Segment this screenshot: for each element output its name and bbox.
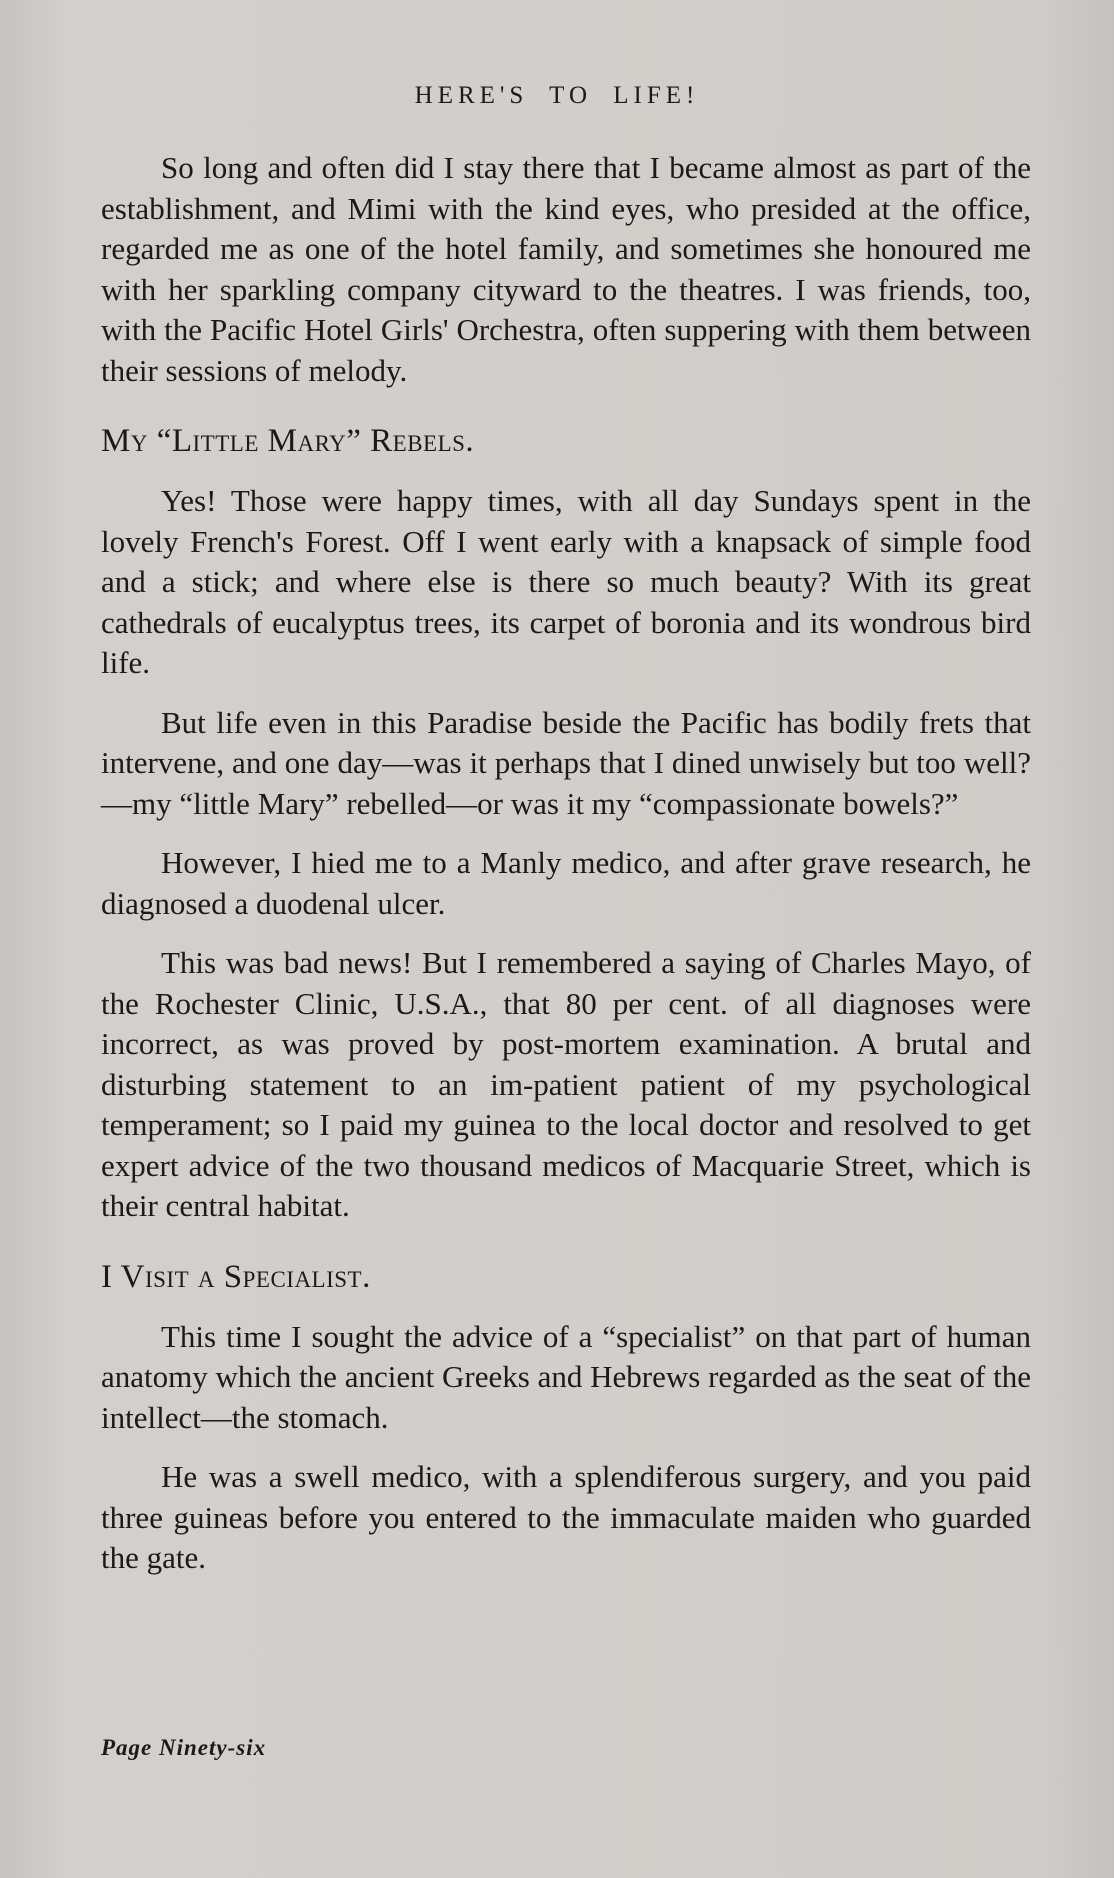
paragraph-6: This time I sought the advice of a “specialist” on that part of human anatomy which the ancient Greeks and Hebrews regarded as the seat of the intellect—the stomach. — [101, 1318, 1031, 1435]
paragraph-4: However, I hied me to a Manly medico, and after grave research, he diagnosed a duodenal ulcer. — [101, 845, 1031, 921]
paragraph-3: But life even in this Paradise beside the Pacific has bodily frets that intervene, and one day—was it perhaps that I dined unwisely but too well?—my “little Mary” rebelled—or was it my “compassionate bowels?” — [101, 704, 1031, 821]
running-title: HERE'S TO LIFE! — [414, 82, 700, 109]
paragraph-7: He was a swell medico, with a splendiferous surgery, and you paid three guineas before you entered to the immaculate maiden who guarded the gate. — [101, 1459, 1031, 1575]
paragraph-1: So long and often did I stay there that I became almost as part of the establishment, and Mimi with the kind eyes, who presided at the office, regarded me as one of the hotel family, and sometimes she honoured me with her sparkling company cityward to the theatres. I was friends, too, with the Pacific Hotel Girls' Orchestra, often suppering with them between their sessions of melody. — [101, 150, 1031, 388]
section-heading-little-mary: My “Little Mary” Rebels. — [101, 423, 475, 459]
body-text — [101, 148, 1031, 1598]
paragraph-5: This was bad news! But I remembered a saying of Charles Mayo, of the Rochester Clinic, U.S.A., that 80 per cent. of all diagnoses were incorrect, as was proved by post-mortem examination. A brutal and disturbing statement to an im-patient patient of my psychological temperament; so I paid my guinea to the local doctor and resolved to get expert advice of the two thousand medicos of Macquarie Street, which is their central habitat. — [101, 945, 1031, 1223]
paragraph-2: Yes! Those were happy times, with all day Sundays spent in the lovely French's Forest. Off I went early with a knapsack of simple food and a stick; and where else is there so much beauty? With its great cathedrals of eucalyptus trees, its carpet of boronia and its wondrous bird life. — [101, 483, 1031, 680]
section-heading-specialist: I Visit a Specialist. — [101, 1258, 371, 1295]
page-number: Page Ninety-six — [101, 1735, 267, 1760]
